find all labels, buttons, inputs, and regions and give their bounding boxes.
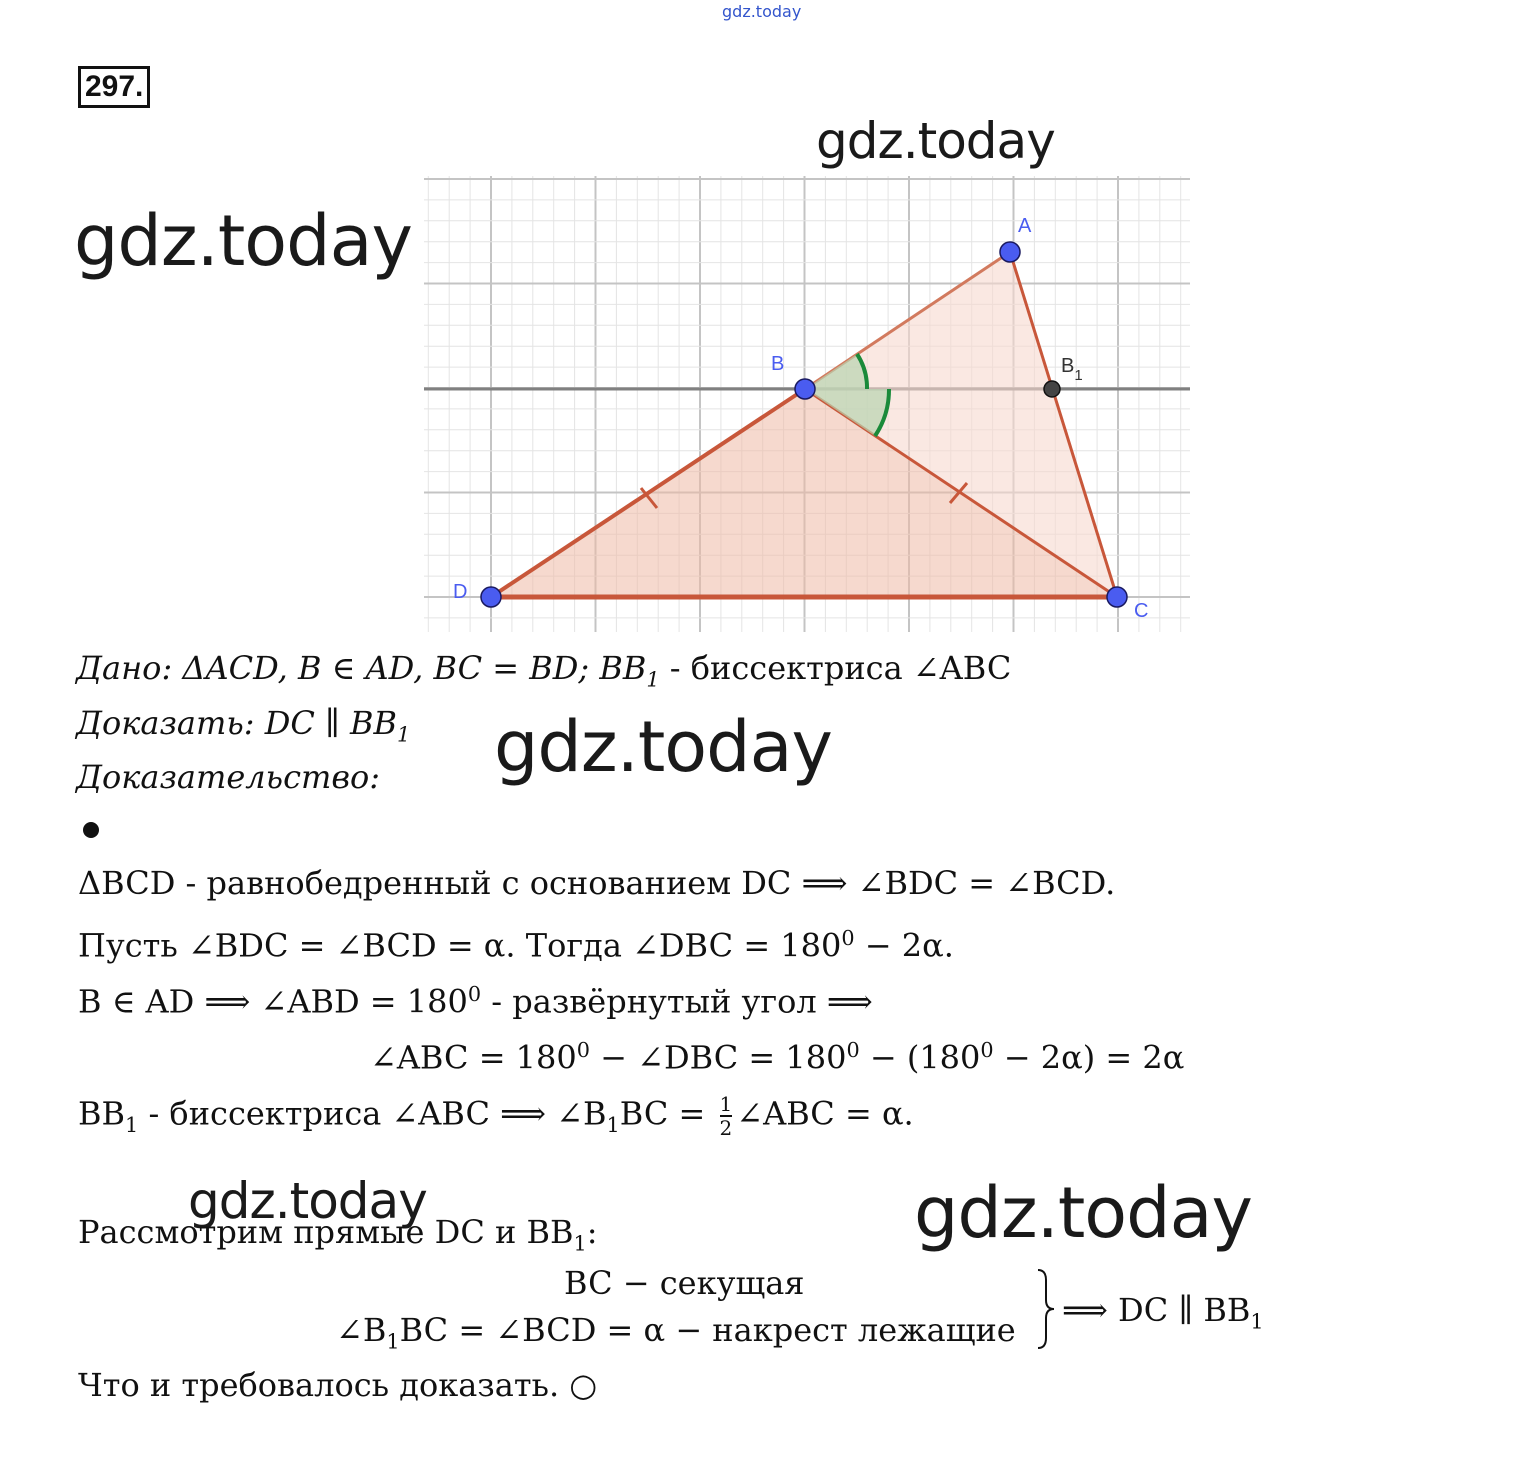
fraction-one-half: $\frac{1}{2}$ xyxy=(719,1092,733,1140)
given-statement: : ΔACD, B ∈ AD, BC = BD; BB xyxy=(161,649,647,687)
given-line xyxy=(76,648,1011,699)
prove-label: Доказать xyxy=(76,704,244,742)
system-result: ⟹ DC ∥ $BB_1$ xyxy=(1062,1291,1264,1334)
proof-label: Доказательство: xyxy=(76,758,381,796)
label-d: D xyxy=(453,581,468,603)
conclusion: Что и требовалось доказать. ○ xyxy=(78,1366,598,1404)
watermark-left-large: gdz.today xyxy=(74,200,412,282)
proof-line-2: Пусть ∠BDC = ∠BCD = α. Тогда ∠DBC = $180^0 - 2\alpha$. xyxy=(78,926,954,965)
watermark-bottom-right: gdz.today xyxy=(914,1172,1252,1254)
point-d xyxy=(481,587,501,607)
proof-line-3: B ∈ AD ⟹ ∠ABD = $180^0$ - развёрнутый угол ⟹ xyxy=(78,982,873,1021)
label-a: A xyxy=(1018,215,1032,237)
point-b1 xyxy=(1044,381,1060,397)
watermark-top-center: gdz.today xyxy=(816,112,1055,170)
proof-line-4: ∠ABC = $180^0$ − ∠DBC = $180^0 - (180^0 - 2\alpha) = 2\alpha$ xyxy=(370,1038,1185,1077)
prove-statement: : DC ∥ BB xyxy=(243,704,398,742)
label-b1: $B_1$ xyxy=(1061,355,1083,384)
given-sub: 1 xyxy=(646,667,660,692)
system-brace xyxy=(1034,1268,1058,1350)
proof-line-1: ΔBCD - равнобедренный с основанием DC ⟹ ∠BDC = ∠BCD. xyxy=(78,864,1116,902)
point-b xyxy=(795,379,815,399)
geometry-figure xyxy=(0,0,1532,660)
watermark-middle: gdz.today xyxy=(494,706,832,788)
point-a xyxy=(1000,242,1020,262)
label-c: C xyxy=(1134,600,1149,622)
bullet-icon xyxy=(83,822,99,838)
given-label: Дано xyxy=(76,649,162,687)
problem-number: 297. xyxy=(78,66,150,108)
proof-line-6: Рассмотрим прямые DC и $BB_1$: xyxy=(78,1213,598,1256)
prove-line xyxy=(76,703,410,754)
point-c xyxy=(1107,587,1127,607)
system-line-2: $\angle B_1BC$ = ∠BCD = α − накрест лежащие xyxy=(336,1311,1016,1354)
given-tail: - биссектриса ∠ABC xyxy=(659,649,1012,687)
watermark-bottom-left: gdz.today xyxy=(188,1172,427,1230)
proof-line-5: $BB_1$ - биссектриса ∠ABC ⟹ $\angle B_1BC$ = $\frac{1}{2}$ ∠ABC = α. xyxy=(78,1092,914,1140)
label-b: B xyxy=(771,353,785,375)
watermark-top-small: gdz.today xyxy=(722,2,802,21)
system-line-1: BC − секущая xyxy=(564,1264,805,1302)
prove-sub: 1 xyxy=(397,722,411,747)
